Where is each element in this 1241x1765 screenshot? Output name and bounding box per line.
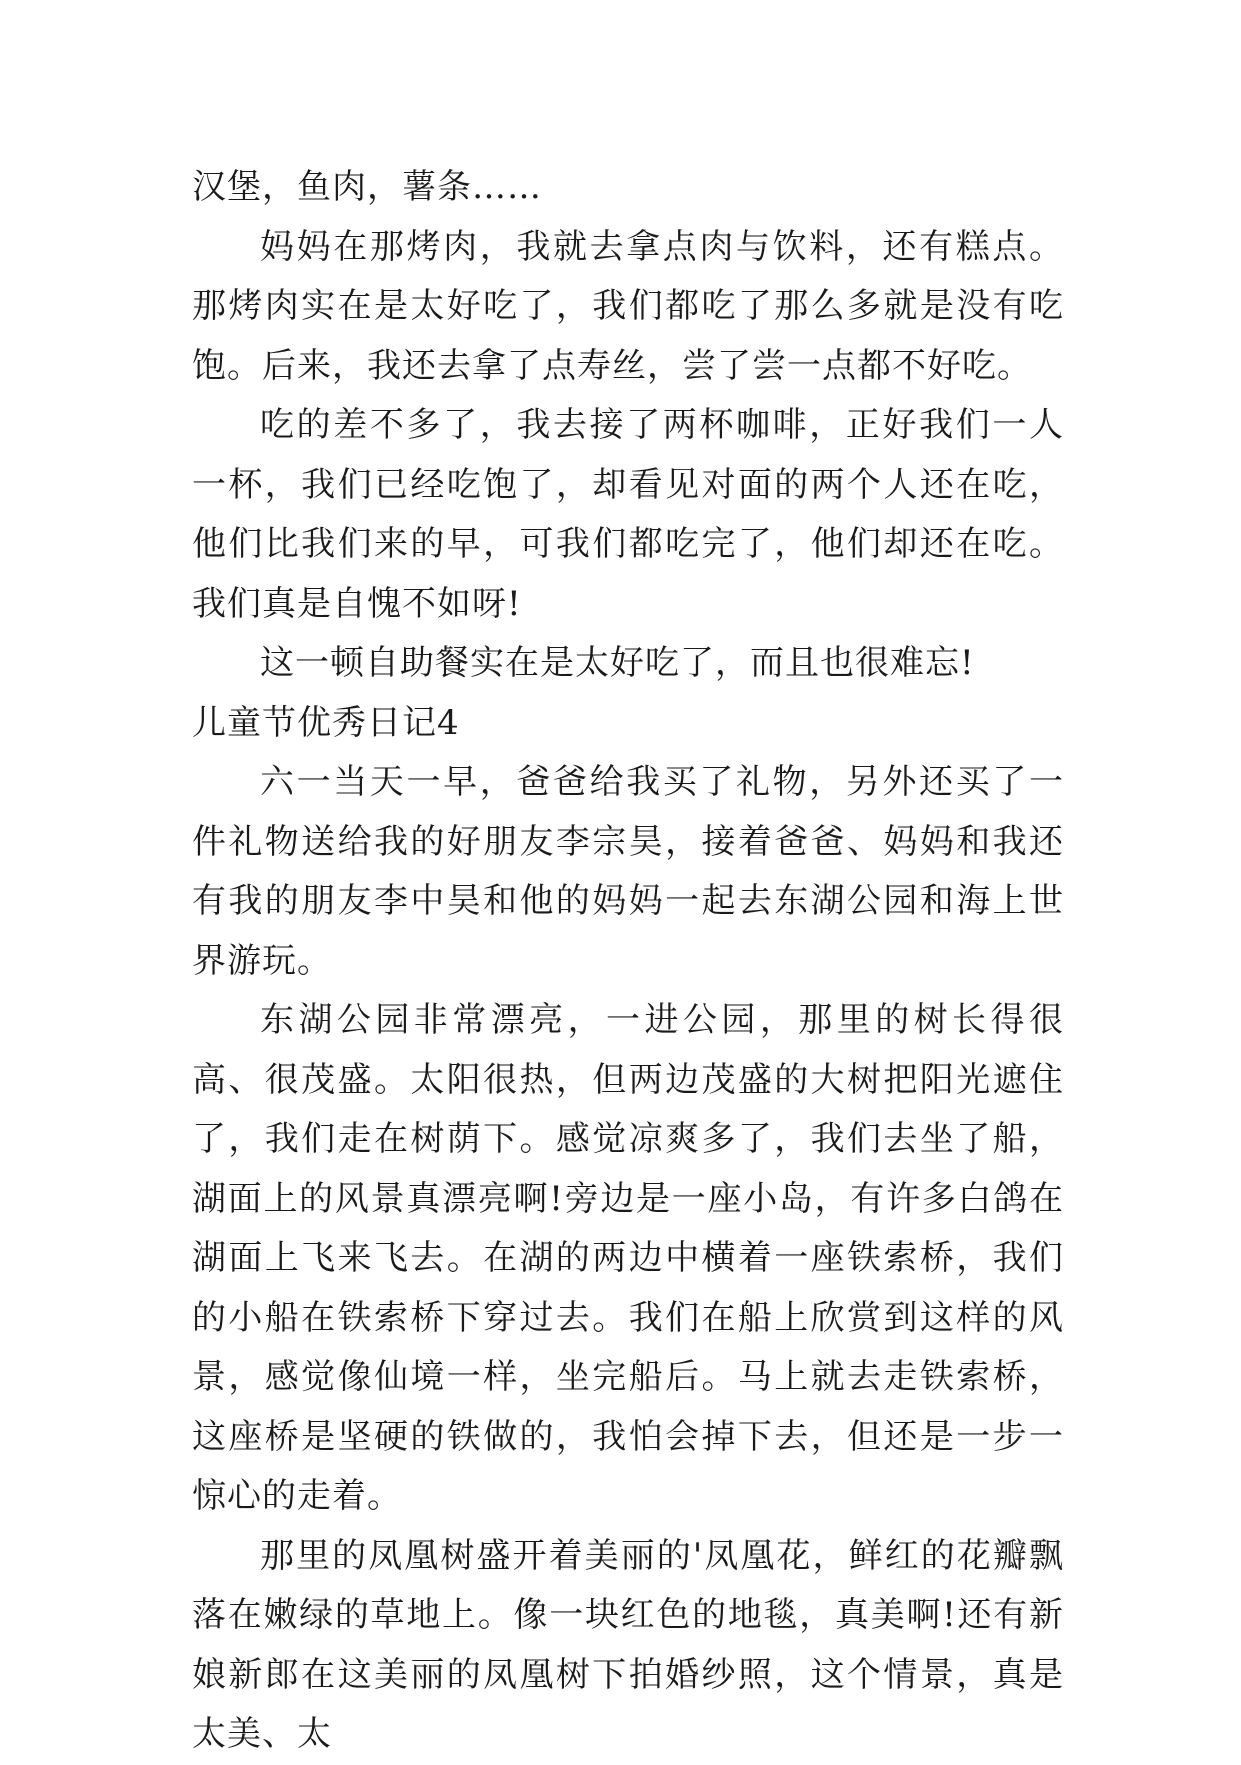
paragraph-barbecue: 妈妈在那烤肉，我就去拿点肉与饮料，还有糕点。那烤肉实在是太好吃了，我们都吃了那么多就是没有吃饱。后来，我还去拿了点寿丝，尝了尝一点都不好吃。 bbox=[192, 226, 1064, 386]
paragraph-coffee: 吃的差不多了，我去接了两杯咖啡，正好我们一人一杯，我们已经吃饱了，却看见对面的两个人还在吃，他们比我们来的早，可我们都吃完了，他们却还在吃。我们真是自愧不如呀! bbox=[192, 405, 1064, 624]
paragraph-phoenix-trees: 那里的凤凰树盛开着美丽的'凤凰花，鲜红的花瓣飘落在嫩绿的草地上。像一块红色的地毯，真美啊!还有新娘新郎在这美丽的凤凰树下拍婚纱照，这个情景，真是太美、太 bbox=[192, 1535, 1064, 1754]
section-heading: 儿童节优秀日记4 bbox=[192, 702, 460, 743]
document-body bbox=[192, 158, 1064, 1765]
paragraph-gifts: 六一当天一早，爸爸给我买了礼物，另外还买了一件礼物送给我的好朋友李宗昊，接着爸爸、妈妈和我还有我的朋友李中昊和他的妈妈一起去东湖公园和海上世界游玩。 bbox=[192, 762, 1064, 981]
paragraph-food-list: 汉堡，鱼肉，薯条…… bbox=[192, 167, 542, 207]
paragraph-buffet-conclusion: 这一顿自助餐实在是太好吃了，而且也很难忘! bbox=[260, 643, 975, 683]
paragraph-donghu-park: 东湖公园非常漂亮，一进公园，那里的树长得很高、很茂盛。太阳很热，但两边茂盛的大树把阳光遮住了，我们走在树荫下。感觉凉爽多了，我们去坐了船，湖面上的风景真漂亮啊!旁边是一座小岛，有许多白鸽在湖面上飞来飞去。在湖的两边中横着一座铁索桥，我们的小船在铁索桥下穿过去。我们在船上欣赏到这样的风景，感觉像仙境一样，坐完船后。马上就去走铁索桥，这座桥是坚硬的铁做的，我怕会掉下去，但还是一步一惊心的走着。 bbox=[192, 1000, 1064, 1516]
